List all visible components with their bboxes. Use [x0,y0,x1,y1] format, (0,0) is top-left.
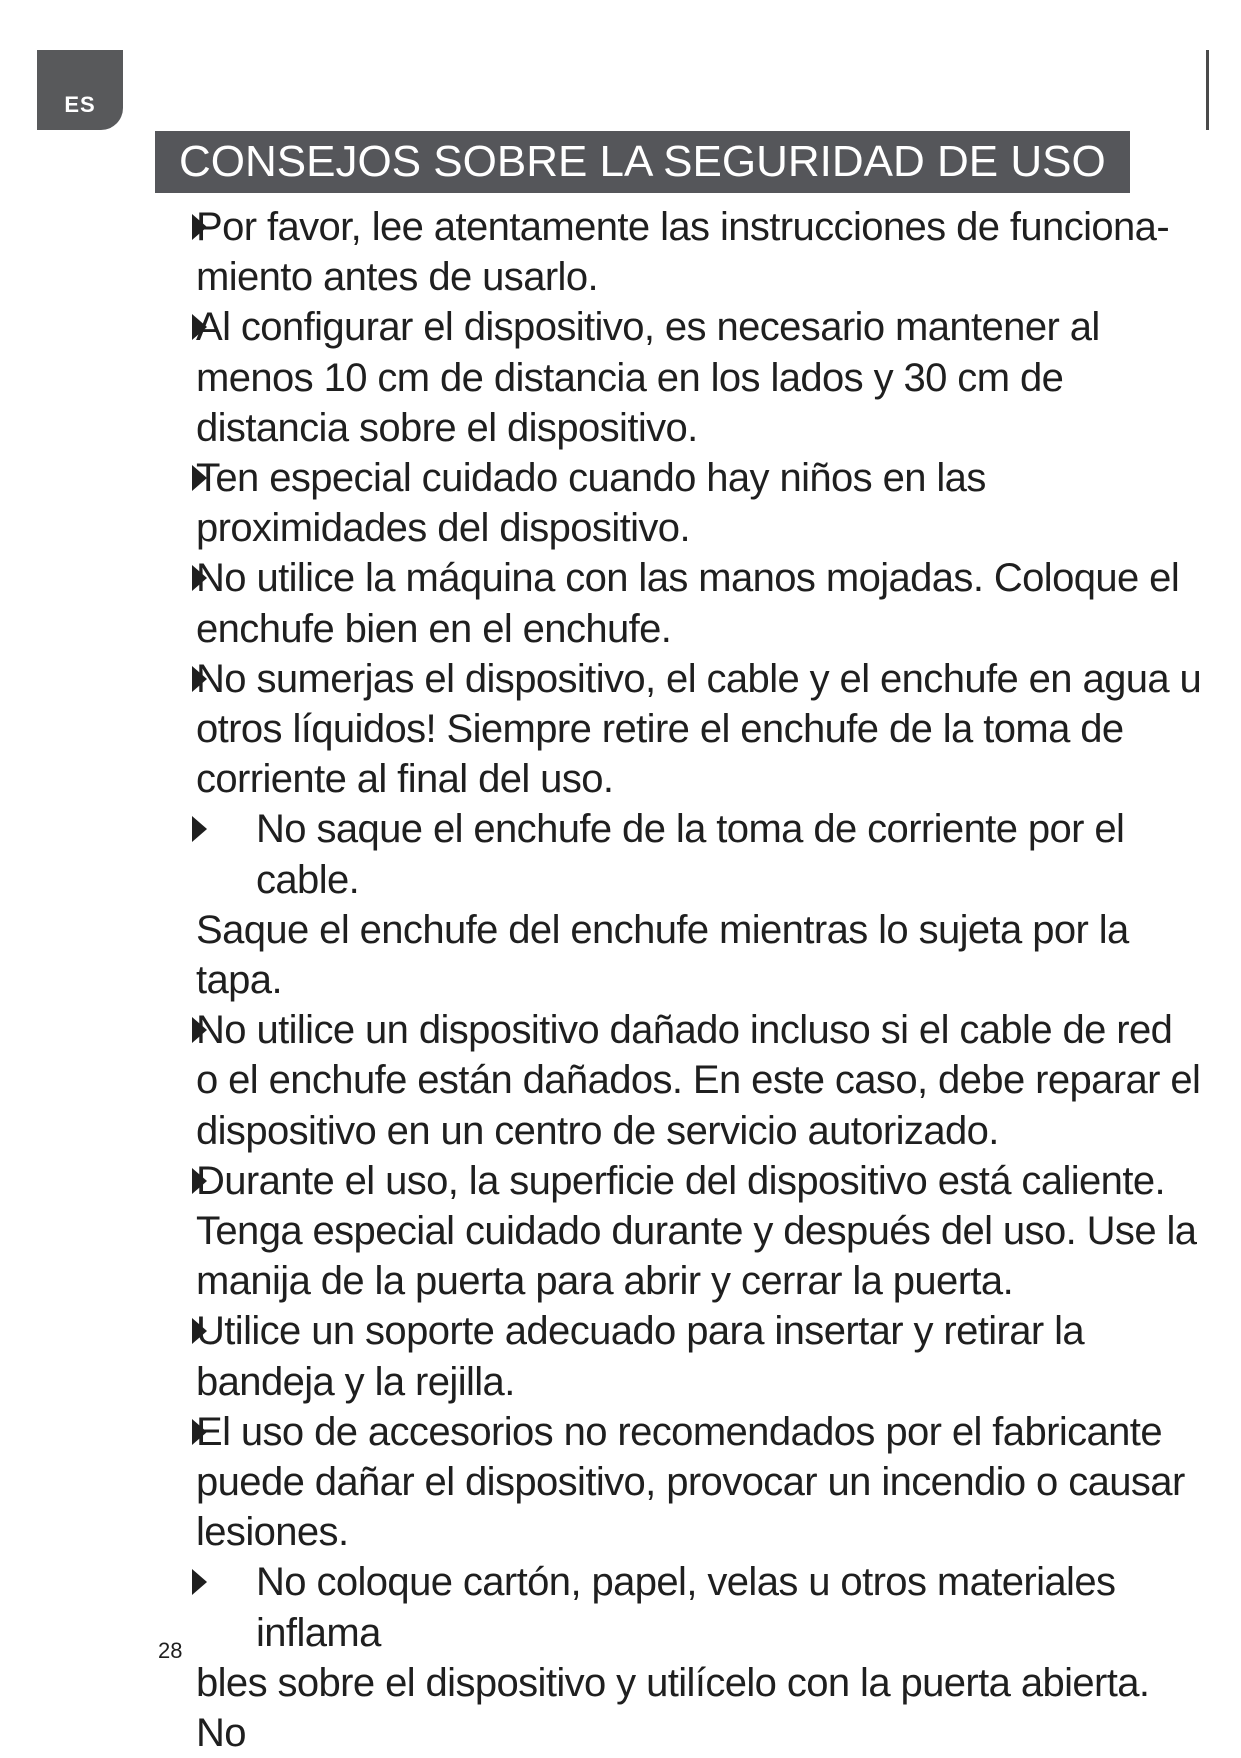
safety-tip-10: El uso de accesorios no recomendados por el fabricante puede dañar el dispositivo, provocar un incendio o causar lesiones. [192,1407,1202,1558]
language-code: ES [64,92,96,117]
safety-tip-1: Por favor, lee atentamente las instrucciones de funciona-miento antes de usarlo. [192,202,1202,302]
safety-tip-3: Ten especial cuidado cuando hay niños en las proximidades del dispositivo. [192,453,1202,553]
safety-tip-8: Durante el uso, la superficie del dispositivo está caliente. Tenga especial cuidado durante y después del uso. Use la manija de la puerta para abrir y cerrar la puerta. [192,1156,1202,1307]
top-right-rule [1206,50,1209,130]
safety-tip-11: No coloque cartón, papel, velas u otros materiales inflama bles sobre el dispositivo y utilícelo con la puerta abierta. No [192,1557,1202,1758]
safety-tip-6-continuation: Saque el enchufe del enchufe mientras lo sujeta por la tapa. [196,907,1129,1003]
safety-tip-5: No sumerjas el dispositivo, el cable y el enchufe en agua u otros líquidos! Siempre retire el enchufe de la toma de corriente al final del uso. [192,654,1202,805]
safety-tip-6: No saque el enchufe de la toma de corriente por el cable. Saque el enchufe del enchufe mientras lo sujeta por la tapa. [192,804,1202,1005]
safety-tip-11-continuation: bles sobre el dispositivo y utilícelo con la puerta abierta. No [196,1660,1150,1756]
safety-tip-9: Utilice un soporte adecuado para insertar y retirar la bandeja y la rejilla. [192,1306,1202,1406]
page-number: 28 [158,1638,183,1663]
section-title: CONSEJOS SOBRE LA SEGURIDAD DE USO [155,131,1130,193]
safety-tips-list [192,202,1202,1758]
language-tab [37,50,123,130]
safety-tip-4: No utilice la máquina con las manos mojadas. Coloque el enchufe bien en el enchufe. [192,553,1202,653]
safety-tip-7: No utilice un dispositivo dañado incluso si el cable de red o el enchufe están dañados. En este caso, debe reparar el dispositivo en un centro de servicio autorizado. [192,1005,1202,1156]
safety-tip-2: Al configurar el dispositivo, es necesario mantener al menos 10 cm de distancia en los lados y 30 cm de distancia sobre el dispositivo. [192,302,1202,453]
